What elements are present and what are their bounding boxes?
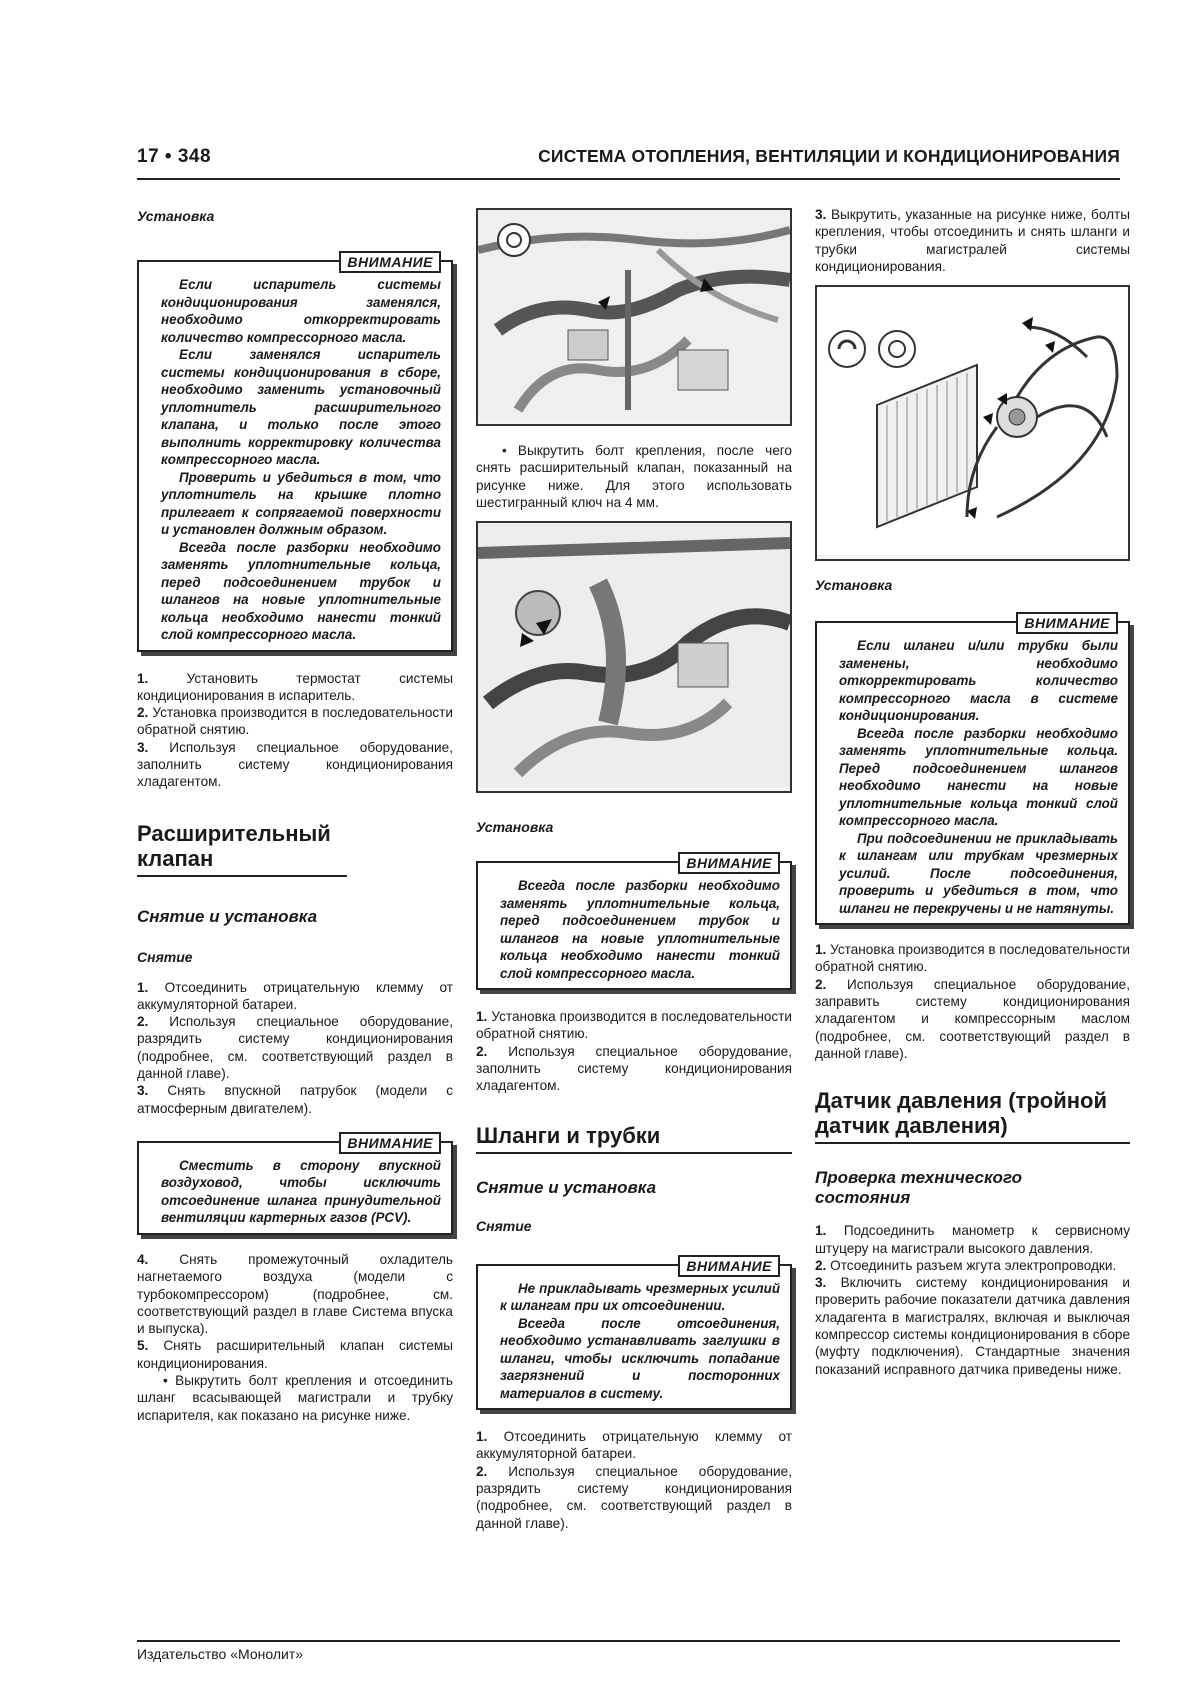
step-text: Отсоединить отрицательную клемму от аккумуляторной батареи. bbox=[137, 979, 453, 1012]
engine-bay-figure-1 bbox=[476, 208, 792, 426]
warning-tag: ВНИМАНИЕ bbox=[1016, 612, 1118, 634]
step-text: Выкрутить, указанные на рисунке ниже, болты крепления, чтобы отсоединить и снять шланги и трубки магистралей системы кондиционирования. bbox=[815, 207, 1131, 274]
step-text: Установка производится в последовательности обратной снятию. bbox=[137, 705, 453, 738]
section-title: Датчик давления (тройной датчик давления) bbox=[815, 1088, 1130, 1144]
label-removal: Снятие bbox=[476, 1217, 532, 1234]
column-3 bbox=[815, 200, 1130, 1378]
warning-text: Если заменялся испаритель системы кондиционирования в сборе, необходимо заменить установочный уплотнитель расширительного клапана, и только после этого выполнить корректировку количества компрессорного масла. bbox=[161, 347, 441, 467]
ac-lines-figure bbox=[815, 285, 1130, 561]
step bbox=[137, 704, 453, 739]
warning-box bbox=[815, 615, 1130, 925]
label-install: Установка bbox=[476, 819, 554, 836]
warning-text: Всегда после разборки необходимо заменять уплотнительные кольца, перед подсоединением трубок и шлангов на новые уплотнительные кольца необходимо нанести тонкий слой компрессорного масла. bbox=[500, 878, 780, 981]
engine-bay-figure-2 bbox=[476, 521, 792, 793]
label-removal: Снятие bbox=[137, 948, 193, 965]
step-text: Установка производится в последовательности обратной снятию. bbox=[476, 1009, 792, 1042]
step-number: 1. bbox=[815, 1223, 827, 1239]
warning-box bbox=[137, 254, 453, 652]
page-number: 17 • 348 bbox=[137, 146, 212, 167]
step-number: 3. bbox=[137, 1083, 149, 1099]
column-2 bbox=[476, 208, 792, 1532]
warning-text: Всегда после разборки необходимо заменять уплотнительные кольца, перед подсоединением трубок и шлангов на новые уплотнительные кольца необходимо нанести тонкий слой компрессорного масла. bbox=[161, 539, 441, 642]
step-text: Используя специальное оборудование, заправить систему кондиционирования хладагентом и компрессорным маслом (подробнее, см. соответствующий раздел в данной главе). bbox=[815, 976, 1130, 1061]
warning-text: Если испаритель системы кондиционирования заменялся, необходимо откорректировать количество компрессорного масла. bbox=[161, 277, 441, 345]
warning-text: Всегда после разборки необходимо заменять уплотнительные кольца. Перед подсоединением шлангов необходимо нанести на новые уплотнительные кольца тонкий слой компрессорного масла. bbox=[839, 725, 1118, 829]
warning-text: Если шланги и/или трубки были заменены, необходимо откорректировать количество компрессорного масла в системе кондиционирования. bbox=[839, 638, 1118, 724]
step-number: 4. bbox=[137, 1251, 149, 1267]
step-text: Снять промежуточный охладитель нагнетаемого воздуха (модели с турбокомпрессором) (подробнее, см. соответствующий раздел в главе Система впуска и выпуска). bbox=[137, 1251, 454, 1337]
ac-hoses-diagram bbox=[817, 287, 1128, 555]
step-number: 3. bbox=[137, 739, 149, 755]
column-1 bbox=[137, 200, 453, 1424]
step-number: 1. bbox=[815, 942, 827, 958]
step-text: Подсоединить манометр к сервисному штуцеру на магистрали высокого давления. bbox=[815, 1223, 1130, 1256]
warning-text: Всегда после отсоединения, необходимо устанавливать заглушки в шланги, чтобы исключить попадание загрязнений и посторонних материалов в систему. bbox=[500, 1315, 780, 1401]
warning-text: Не прикладывать чрезмерных усилий к шлангам при их отсоединении. bbox=[500, 1280, 780, 1314]
step-text: Снять расширительный клапан системы кондиционирования. bbox=[137, 1338, 453, 1371]
bullet-text: • Выкрутить болт крепления и отсоединить шланг всасывающей магистрали и трубку испарителя, как показано на рисунке ниже. bbox=[137, 1373, 453, 1423]
label-install: Установка bbox=[137, 208, 215, 224]
step-text: Установка производится в последовательности обратной снятию. bbox=[815, 942, 1130, 975]
step-number: 2. bbox=[137, 1014, 149, 1030]
subsection-title: Снятие и установка bbox=[476, 1177, 657, 1197]
expansion-valve-illustration bbox=[478, 523, 790, 787]
step-text: Отсоединить разъем жгута электропроводки. bbox=[830, 1257, 1117, 1273]
step-text: Установить термостат системы кондиционирования в испаритель. bbox=[137, 670, 454, 703]
label-install: Установка bbox=[815, 577, 893, 594]
step-number: 1. bbox=[137, 670, 149, 686]
step-number: 1. bbox=[476, 1429, 488, 1445]
step-number: 3. bbox=[815, 1275, 827, 1291]
bullet-text: • Выкрутить болт крепления, после чего снять расширительный клапан, показанный на рисунке ниже. Для этого использовать шестигранный ключ на 4 мм. bbox=[476, 443, 792, 510]
step-number: 3. bbox=[815, 207, 827, 222]
step-number: 2. bbox=[137, 705, 149, 721]
step-text: Используя специальное оборудование, разрядить систему кондиционирования (подробнее, см. соответствующий раздел в данной главе). bbox=[476, 1463, 792, 1531]
step-text: Включить систему кондиционирования и проверить рабочие показатели датчика давления хладагента в магистралях, включая и выключая компрессор системы кондиционирования в сборе (муфту подключения). Стандартные значения показаний исправного датчика приведены ниже. bbox=[815, 1275, 1131, 1377]
warning-text: Проверить и убедиться в том, что уплотнитель на крышке плотно прилегает к сопрягаемой поверхности и установлен должным образом. bbox=[161, 469, 441, 537]
section-title: Расширительный клапан bbox=[137, 821, 347, 877]
subsection-title: Проверка технического состояния bbox=[815, 1168, 1022, 1208]
warning-box bbox=[137, 1134, 453, 1235]
section-title: Шланги и трубки bbox=[476, 1123, 792, 1154]
step-number: 1. bbox=[137, 979, 149, 995]
warning-text: Сместить в сторону впускной воздуховод, чтобы исключить отсоединение шланга принудительной вентиляции картерных газов (PCV). bbox=[161, 1157, 441, 1226]
step-text: Снять впускной патрубок (модели с атмосферным двигателем). bbox=[137, 1083, 453, 1116]
header-rule bbox=[137, 178, 1120, 180]
chapter-title: СИСТЕМА ОТОПЛЕНИЯ, ВЕНТИЛЯЦИИ И КОНДИЦИОНИРОВАНИЯ bbox=[538, 146, 1120, 166]
step-number: 2. bbox=[815, 976, 827, 992]
warning-box bbox=[476, 1257, 792, 1411]
warning-box bbox=[476, 855, 792, 990]
warning-tag: ВНИМАНИЕ bbox=[678, 1255, 780, 1277]
warning-tag: ВНИМАНИЕ bbox=[339, 1132, 441, 1154]
step-number: 2. bbox=[815, 1257, 827, 1273]
step-number: 2. bbox=[476, 1463, 488, 1479]
warning-tag: ВНИМАНИЕ bbox=[678, 852, 780, 874]
step-number: 1. bbox=[476, 1009, 488, 1025]
step-text: Используя специальное оборудование, заполнить систему кондиционирования хладагентом. bbox=[137, 739, 453, 790]
step bbox=[137, 739, 453, 791]
step-number: 5. bbox=[137, 1338, 149, 1354]
step bbox=[137, 670, 453, 705]
subsection-title: Снятие и установка bbox=[137, 906, 318, 926]
step-text: Отсоединить отрицательную клемму от аккумуляторной батареи. bbox=[476, 1429, 792, 1462]
warning-tag: ВНИМАНИЕ bbox=[339, 251, 441, 273]
footer-rule bbox=[137, 1640, 1120, 1642]
step-text: Используя специальное оборудование, заполнить систему кондиционирования хладагентом. bbox=[476, 1043, 792, 1094]
step-number: 2. bbox=[476, 1043, 488, 1059]
warning-text: При подсоединении не прикладывать к шлангам или трубкам чрезмерных усилий. После подсоединения, проверить и убедиться в том, что шланги не перекручены и не натянуты. bbox=[839, 830, 1118, 916]
engine-bay-illustration bbox=[478, 210, 790, 420]
publisher: Издательство «Монолит» bbox=[137, 1646, 304, 1662]
step-text: Используя специальное оборудование, разрядить систему кондиционирования (подробнее, см. соответствующий раздел в данной главе). bbox=[137, 1014, 453, 1082]
